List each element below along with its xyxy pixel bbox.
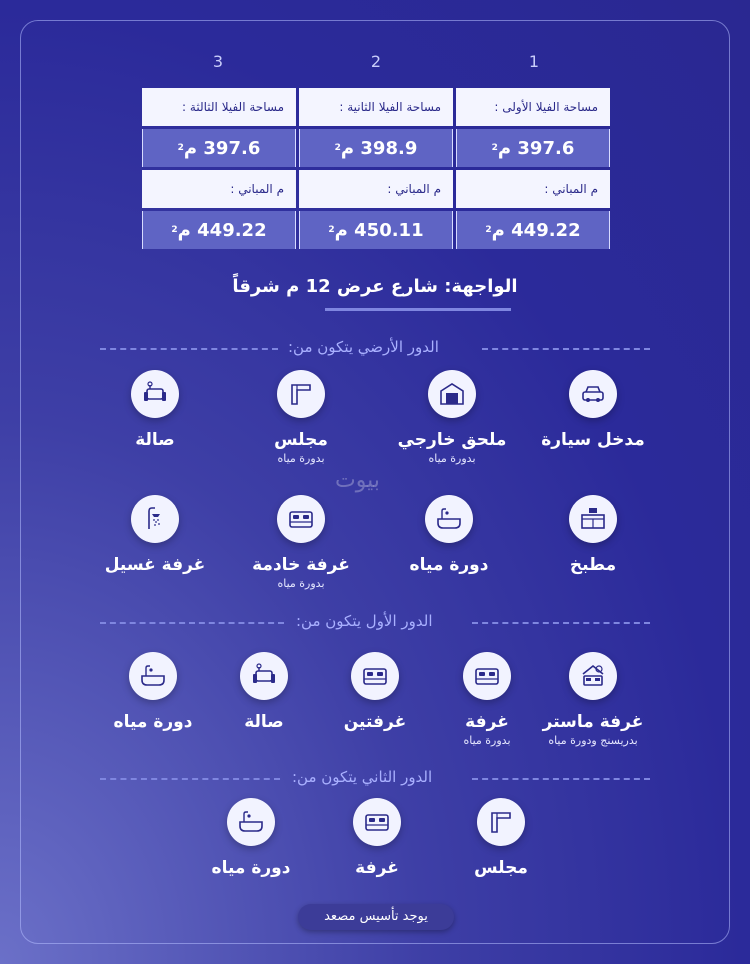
divider — [100, 778, 280, 780]
sofa-l-icon — [477, 798, 525, 846]
ground-floor-header — [100, 338, 650, 358]
column-number-1: 1 — [528, 52, 540, 71]
sofa-l-icon — [277, 370, 325, 418]
column-number-2: 2 — [370, 52, 382, 71]
villa-3-building-value: 449.22 م 2 — [142, 211, 296, 249]
second-floor-header — [100, 768, 650, 788]
bathtub-icon — [425, 495, 473, 543]
master-bed-icon — [569, 652, 617, 700]
villa-3-area-label: مساحة الفيلا الثالثة : — [142, 88, 296, 126]
villa-1-area-label: مساحة الفيلا الأولى : — [456, 88, 610, 126]
villa-2-building-label: م المباني : — [299, 170, 453, 208]
ground-floor-title: الدور الأرضي يتكون من: — [288, 338, 439, 356]
feature-kitchen — [518, 495, 668, 577]
villa-2-area-value: 398.9 م 2 — [299, 129, 453, 167]
feature-bathroom — [78, 652, 228, 734]
feature-name: مطبخ — [569, 555, 617, 575]
bed-icon — [463, 652, 511, 700]
bathtub-icon — [227, 798, 275, 846]
feature-name: غرفة — [355, 858, 399, 878]
divider — [472, 622, 650, 624]
feature-sub: بدورة مياه — [463, 734, 511, 747]
shower-icon — [131, 495, 179, 543]
facade-text: الواجهة: شارع عرض 12 م شرقاً — [232, 276, 518, 297]
first-floor-header — [100, 612, 650, 632]
feature-name: مجلس — [474, 858, 528, 878]
feature-laundry-room — [80, 495, 230, 577]
feature-name: غرفة خادمة — [252, 555, 350, 575]
divider — [472, 778, 650, 780]
watermark: بيوت — [335, 468, 380, 493]
garage-icon — [428, 370, 476, 418]
feature-maid-room — [226, 495, 376, 590]
villa-1-building-label: م المباني : — [456, 170, 610, 208]
feature-name: صالة — [244, 712, 284, 732]
feature-name: غرفة غسيل — [104, 555, 206, 575]
feature-sub: بدورة مياه — [428, 452, 476, 465]
feature-bathroom — [176, 798, 326, 880]
villa-2-area-label: مساحة الفيلا الثانية : — [299, 88, 453, 126]
villa-3-area-value: 397.6 م 2 — [142, 129, 296, 167]
feature-sub: بدريسنج ودورة مياه — [548, 734, 638, 747]
feature-majlis — [226, 370, 376, 465]
villa-1-area-value: 397.6 م 2 — [456, 129, 610, 167]
table-row — [142, 129, 610, 167]
feature-external-annex — [377, 370, 527, 465]
feature-name: دورة مياه — [113, 712, 193, 732]
feature-name: مدخل سيارة — [541, 430, 645, 450]
car-icon — [569, 370, 617, 418]
armchair-icon — [131, 370, 179, 418]
table-row — [142, 88, 610, 126]
first-floor-title: الدور الأول يتكون من: — [296, 612, 433, 630]
column-number-3: 3 — [212, 52, 224, 71]
bed-icon — [277, 495, 325, 543]
kitchen-icon — [569, 495, 617, 543]
feature-sub: بدورة مياه — [277, 452, 325, 465]
villa-1-building-value: 449.22 م 2 — [456, 211, 610, 249]
feature-name: دورة مياه — [409, 555, 489, 575]
facade-underline — [325, 308, 511, 311]
feature-sub: بدورة مياه — [277, 577, 325, 590]
bed-icon — [353, 798, 401, 846]
feature-name: مجلس — [274, 430, 328, 450]
divider — [100, 622, 284, 624]
divider — [482, 348, 650, 350]
feature-name: دورة مياه — [211, 858, 291, 878]
feature-name: غرفتين — [343, 712, 407, 732]
table-row — [142, 170, 610, 208]
feature-name: صالة — [135, 430, 175, 450]
second-floor-title: الدور الثاني يتكون من: — [292, 768, 433, 786]
villa-3-building-label: م المباني : — [142, 170, 296, 208]
feature-car-entrance — [518, 370, 668, 452]
table-row — [142, 211, 610, 249]
bed-icon — [351, 652, 399, 700]
feature-bathroom — [374, 495, 524, 577]
feature-name: غرفة — [465, 712, 509, 732]
bathtub-icon — [129, 652, 177, 700]
divider — [100, 348, 278, 350]
armchair-icon — [240, 652, 288, 700]
villa-2-building-value: 450.11 م 2 — [299, 211, 453, 249]
feature-living-hall — [80, 370, 230, 452]
feature-name: ملحق خارجي — [397, 430, 507, 450]
feature-name: غرفة ماستر — [542, 712, 644, 732]
elevator-note: يوجد تأسيس مصعد — [298, 904, 454, 930]
